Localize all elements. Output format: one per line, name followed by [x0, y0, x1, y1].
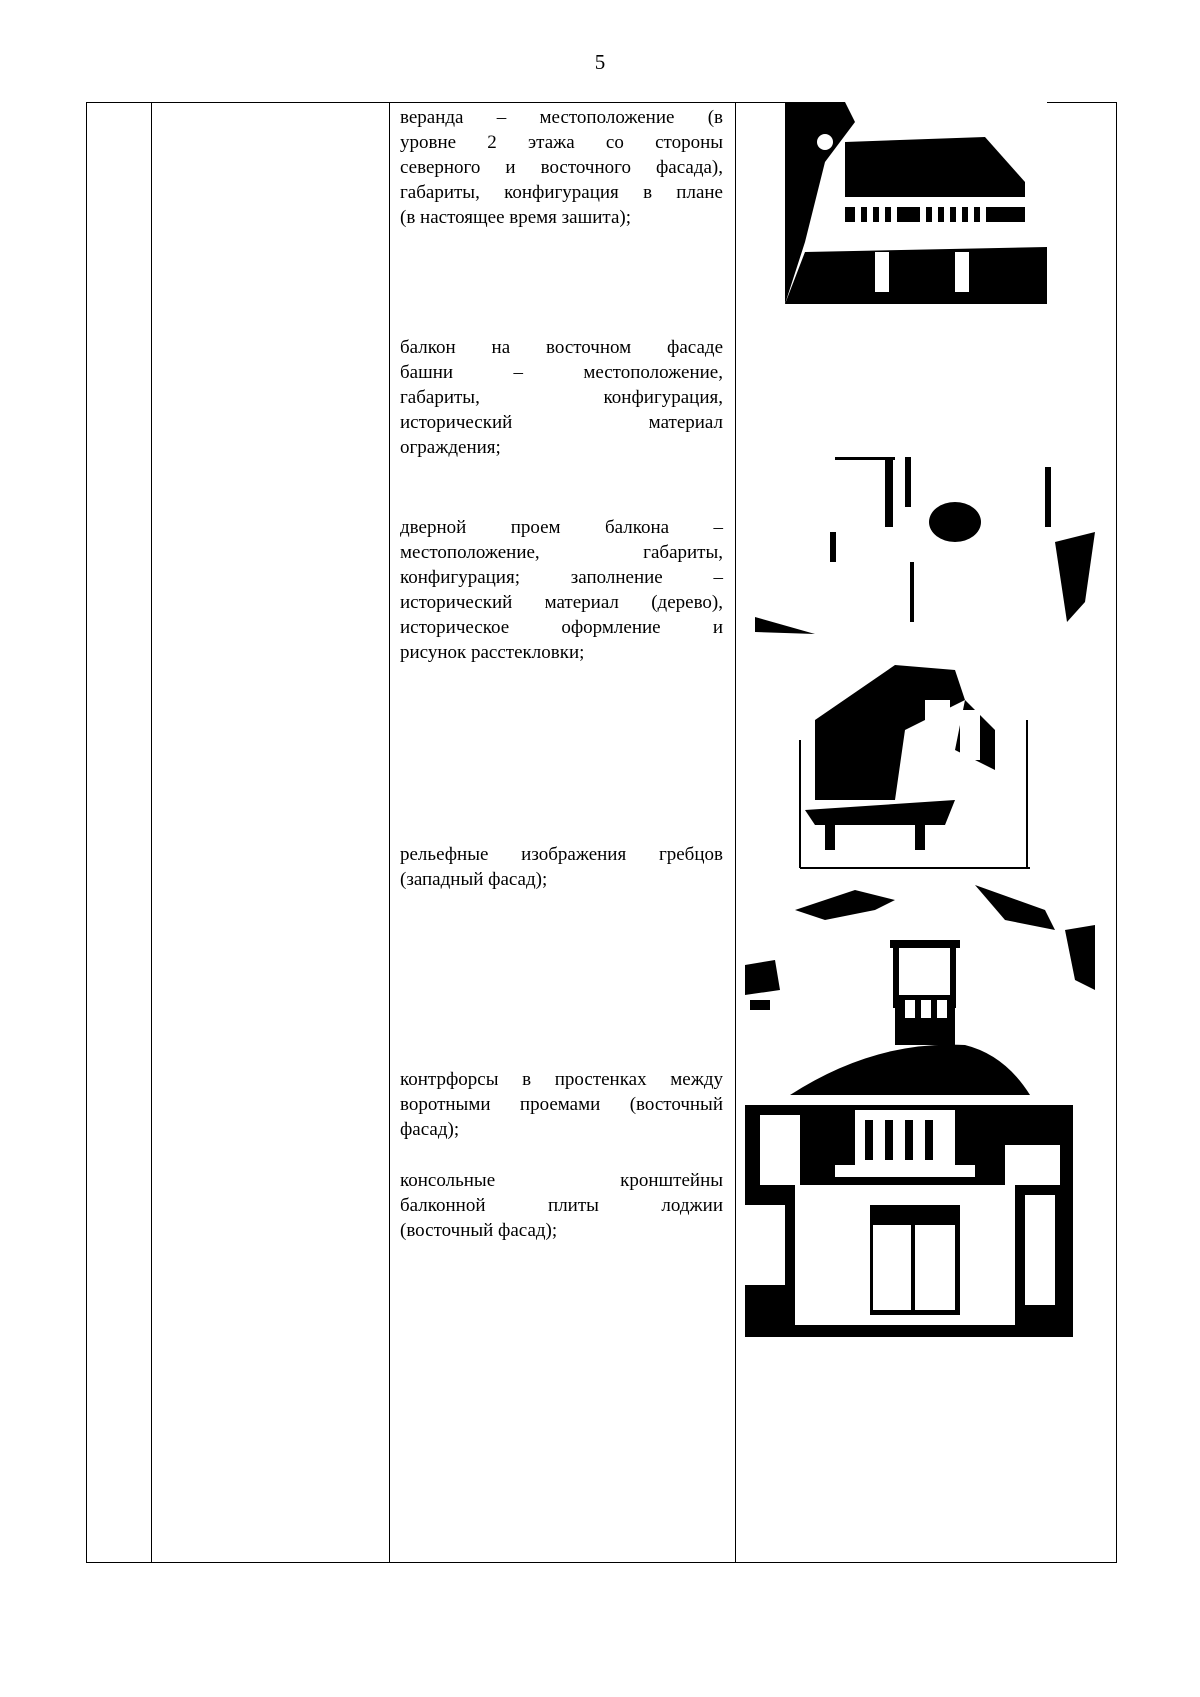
list-item-rowers-relief	[400, 842, 723, 892]
list-item-console-brackets	[400, 1168, 723, 1243]
list-item-tower-balcony	[400, 335, 723, 460]
veranda-photo	[785, 102, 1047, 304]
list-item-veranda	[400, 105, 723, 230]
text-line: габариты, конфигурация в плане	[400, 182, 723, 203]
text-line: дверной проем балкона –	[400, 517, 723, 538]
list-item-balcony-door	[400, 515, 723, 665]
text-line: ограждения;	[400, 437, 501, 458]
text-line: северного и восточного фасада),	[400, 157, 723, 178]
text-line: контрфорсы в простенках между	[400, 1069, 723, 1090]
page-number: 5	[594, 50, 606, 74]
text-line: местоположение, габариты,	[400, 542, 723, 563]
balcony-door-photo	[795, 640, 1035, 870]
text-line: балконной плиты лоджии	[400, 1195, 723, 1216]
text-line: балкон на восточном фасаде	[400, 337, 723, 358]
column-divider-1	[151, 102, 152, 1563]
text-line: историческое оформление и	[400, 617, 723, 638]
text-line: башни – местоположение,	[400, 362, 723, 383]
text-line: рисунок расстекловки;	[400, 642, 585, 663]
text-line: (в настоящее время зашита);	[400, 207, 631, 228]
text-line: исторический материал (дерево),	[400, 592, 723, 613]
text-line: (западный фасад);	[400, 869, 548, 890]
text-line: габариты, конфигурация,	[400, 387, 723, 408]
tower-balcony-photo	[755, 452, 1095, 642]
text-line: воротными проемами (восточный	[400, 1094, 723, 1115]
column-divider-2	[389, 102, 390, 1563]
text-line: веранда – местоположение (в	[400, 107, 723, 128]
text-line: рельефные изображения гребцов	[400, 844, 723, 865]
list-item-gate-buttresses	[400, 1067, 723, 1142]
text-line: консольные кронштейны	[400, 1170, 723, 1191]
text-line: конфигурация; заполнение –	[400, 567, 723, 588]
gate-buttresses-photo	[745, 1105, 1073, 1337]
rowers-relief-photo	[745, 880, 1095, 1095]
text-line: фасад);	[400, 1119, 460, 1140]
text-line: уровне 2 этажа со стороны	[400, 132, 723, 153]
column-divider-3	[735, 102, 736, 1563]
text-line: (восточный фасад);	[400, 1220, 558, 1241]
text-line: исторический материал	[400, 412, 723, 433]
